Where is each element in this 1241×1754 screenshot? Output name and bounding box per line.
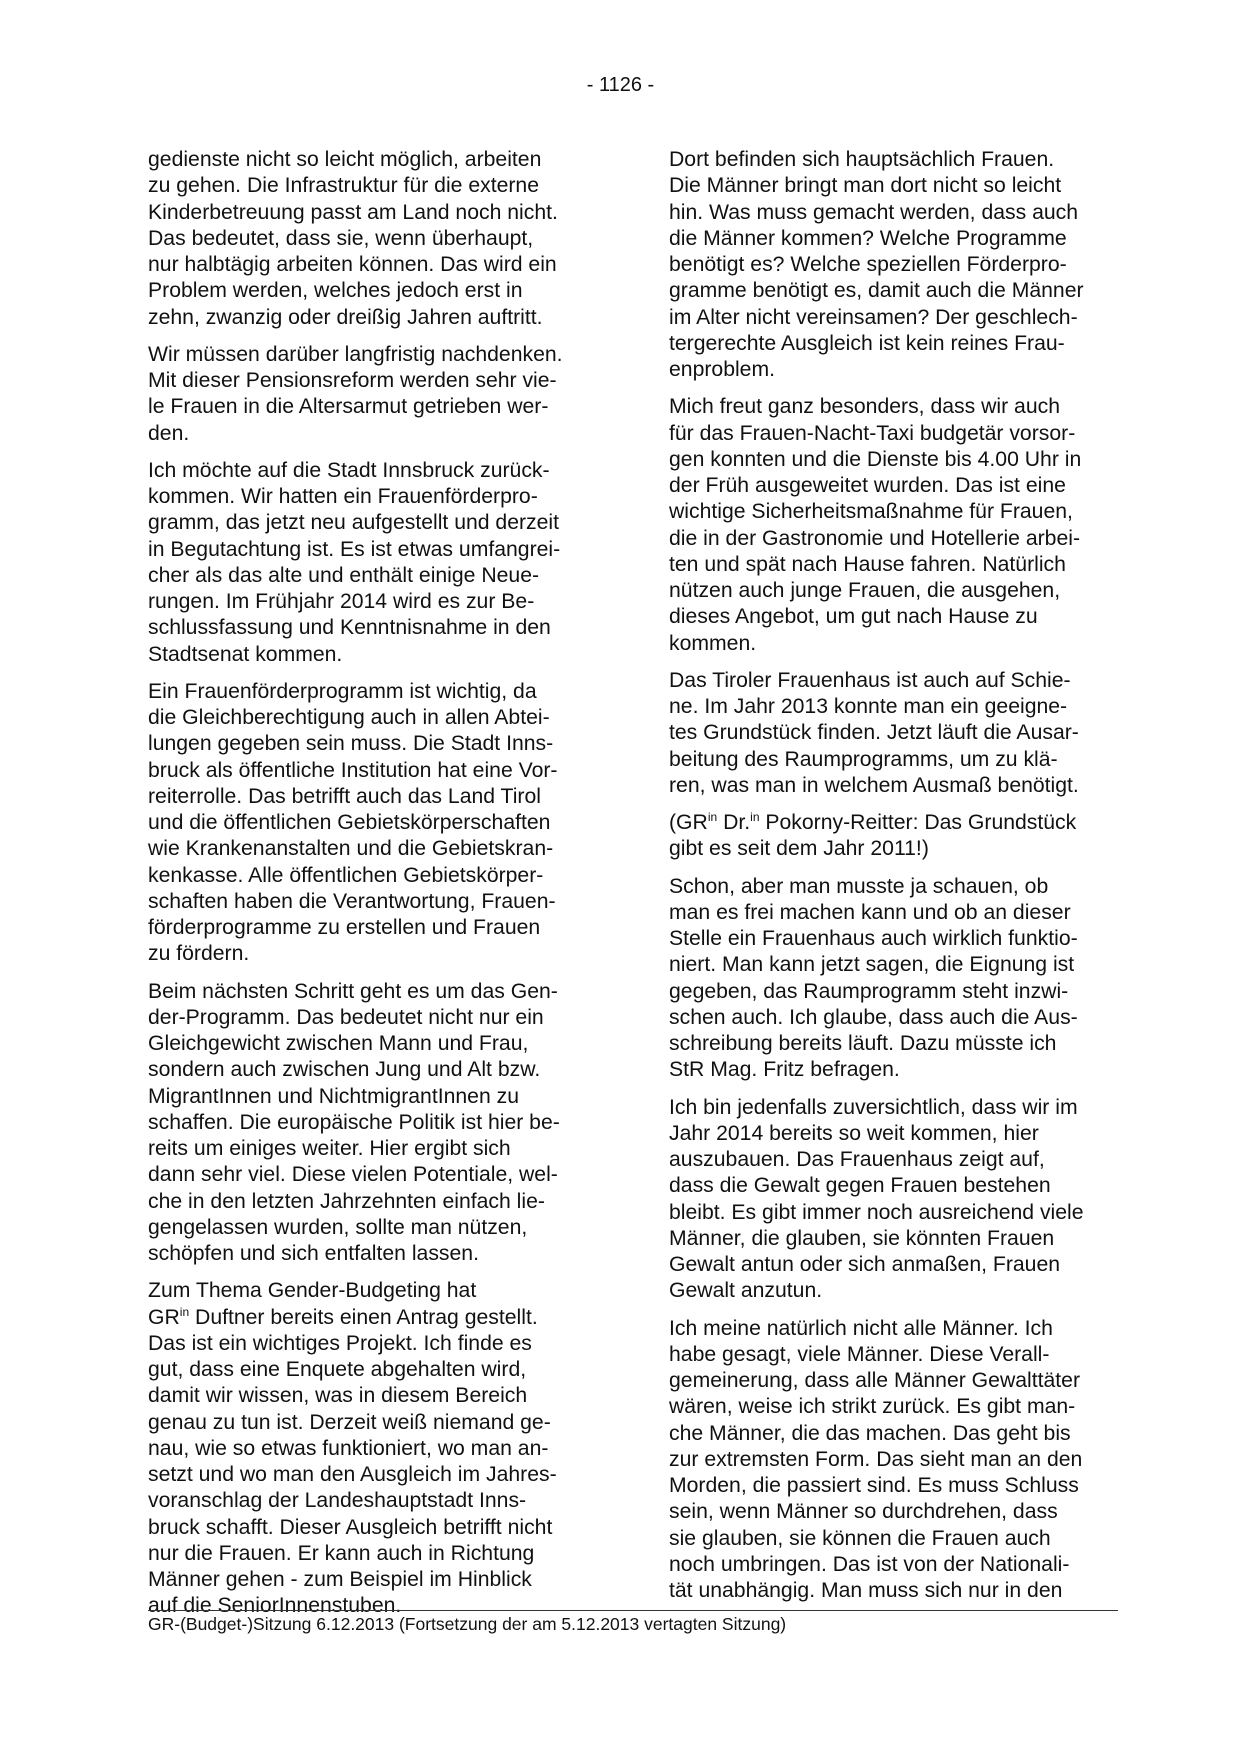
text-line: bruck als öffentliche Institution hat eine Vor- xyxy=(148,758,558,782)
text-line: für das Frauen-Nacht-Taxi budgetär vorsor- xyxy=(669,421,1076,445)
text-line: noch umbringen. Das ist von der Nationali- xyxy=(669,1552,1070,1576)
text-line: nützen auch junge Frauen, die ausgehen, xyxy=(669,579,1061,602)
text-line: sein, wenn Männer so durchdrehen, dass xyxy=(669,1500,1058,1524)
text-line: schöpfen und sich entfalten lassen. xyxy=(148,1242,479,1265)
text-line: benötigt es? Welche speziellen Förderpro- xyxy=(669,253,1067,276)
text-line: che Männer, die das machen. Das geht bis xyxy=(669,1421,1071,1445)
text-line: Jahr 2014 bereits so weit kommen, hier xyxy=(669,1121,1039,1145)
text-line: reiterrolle. Das betrifft auch das Land Tirol xyxy=(148,784,541,808)
text-line: gibt es seit dem Jahr 2011!) xyxy=(669,837,929,861)
text-line: Ich meine natürlich nicht alle Männer. Ich xyxy=(669,1316,1053,1340)
text-line: dass die Gewalt gegen Frauen bestehen xyxy=(669,1174,1051,1198)
text-line: schlussfassung und Kenntnisnahme in den xyxy=(148,616,551,640)
text-line: sie glauben, sie können die Frauen auch xyxy=(669,1526,1051,1550)
text-line: ren, was man in welchem Ausmaß benötigt. xyxy=(669,773,1079,797)
paragraph xyxy=(148,458,596,668)
text-line: damit wir wissen, was in diesem Bereich xyxy=(148,1384,528,1408)
text-line: Die Männer bringt man dort nicht so leicht xyxy=(669,174,1062,198)
text-line: reits um einiges weiter. Hier ergibt sich xyxy=(148,1137,511,1160)
text-line: Männer, die glauben, sie könnten Frauen xyxy=(669,1226,1055,1250)
text-line: den. xyxy=(148,421,190,445)
text-line: schaften haben die Verantwortung, Frauen- xyxy=(148,889,556,913)
text-line: tes Grundstück finden. Jetzt läuft die Ausar- xyxy=(669,721,1079,745)
text-line: Stelle ein Frauenhaus auch wirklich funktio- xyxy=(669,927,1078,950)
text-line: dieses Angebot, um gut nach Hause zu xyxy=(669,605,1038,629)
text-line: die Männer kommen? Welche Programme xyxy=(669,226,1067,250)
text-line: setzt und wo man den Ausgleich im Jahres- xyxy=(148,1463,557,1486)
text-line: förderprogramme zu erstellen und Frauen xyxy=(148,916,541,939)
text-line: Ein Frauenförderprogramm ist wichtig, da xyxy=(148,679,537,703)
text-line: die Gleichberechtigung auch in allen Abtei- xyxy=(148,706,550,729)
paragraph xyxy=(669,1095,1117,1305)
text-line: die in der Gastronomie und Hotellerie arbei- xyxy=(669,526,1081,550)
paragraph xyxy=(669,394,1117,657)
paragraph xyxy=(148,679,596,968)
text-line: lungen gegeben sein muss. Die Stadt Inns- xyxy=(148,732,554,756)
text-line: wichtige Sicherheitsmaßnahme für Frauen, xyxy=(669,500,1073,524)
text-line: im Alter nicht vereinsamen? Der geschlech- xyxy=(669,305,1078,329)
text-line: auszubauen. Das Frauenhaus zeigt auf, xyxy=(669,1148,1045,1171)
left-column xyxy=(148,147,596,1631)
text-line: sondern auch zwischen Jung und Alt bzw. xyxy=(148,1058,541,1082)
text-line: wären, weise ich strikt zurück. Es gibt man- xyxy=(669,1395,1076,1419)
text-line: tät unabhängig. Man muss sich nur in den xyxy=(669,1579,1063,1602)
text-line: zu gehen. Die Infrastruktur für die externe xyxy=(148,174,539,198)
text-line: StR Mag. Fritz befragen. xyxy=(669,1058,900,1082)
text-line: bruck schafft. Dieser Ausgleich betrifft nicht xyxy=(148,1515,553,1539)
text-line: cher als das alte und enthält einige Neue- xyxy=(148,563,540,587)
text-line: Mich freut ganz besonders, dass wir auch xyxy=(669,395,1060,419)
text-line: Stadtsenat kommen. xyxy=(148,642,343,666)
text-line: gramm, das jetzt neu aufgestellt und derzeit xyxy=(148,511,560,535)
text-line: bleibt. Es gibt immer noch ausreichend viele xyxy=(669,1200,1084,1224)
text-line: schaffen. Die europäische Politik ist hier be- xyxy=(148,1110,560,1134)
text-line: in Begutachtung ist. Es ist etwas umfangrei- xyxy=(148,537,561,561)
text-line: ($GR^{in}$ Dr.$^{in}$ Pokorny-Reitter: Das Grundstück xyxy=(669,810,1077,834)
text-line: Ich bin jedenfalls zuversichtlich, dass wir im xyxy=(669,1095,1078,1119)
footer-text: GR-(Budget-)Sitzung 6.12.2013 (Fortsetzung der am 5.12.2013 vertagten Sitzung) xyxy=(148,1614,787,1634)
text-line: MigrantInnen und NichtmigrantInnen zu xyxy=(148,1084,519,1108)
text-line: und die öffentlichen Gebietskörperschaften xyxy=(148,811,551,834)
text-line: voranschlag der Landeshauptstadt Inns- xyxy=(148,1489,527,1513)
superscript: in xyxy=(707,810,718,824)
text-line: auf die SeniorInnenstuben. xyxy=(148,1594,402,1618)
text-line: rungen. Im Frühjahr 2014 wird es zur Be- xyxy=(148,590,535,613)
text-line: $GR^{in}$ Duftner bereits einen Antrag gestellt. xyxy=(148,1304,538,1329)
page-number: - 1126 - xyxy=(586,74,655,96)
text-line: der Früh ausgeweitet wurden. Das ist eine xyxy=(669,474,1066,497)
right-column xyxy=(669,147,1117,1615)
text-line: Wir müssen darüber langfristig nachdenken. xyxy=(148,342,563,366)
text-line: Gewalt anzutun. xyxy=(669,1279,823,1303)
text-line: enproblem. xyxy=(669,358,775,381)
text-line: genau zu tun ist. Derzeit weiß niemand ge- xyxy=(148,1410,551,1434)
text-line: Das Tiroler Frauenhaus ist auch auf Schie- xyxy=(669,668,1071,692)
text-line: Morden, die passiert sind. Es muss Schluss xyxy=(669,1474,1079,1497)
text-line: Gleichgewicht zwischen Mann und Frau, xyxy=(148,1032,529,1055)
text-line: man es frei machen kann und ob an dieser xyxy=(669,900,1071,924)
text-line: zur extremsten Form. Das sieht man an den xyxy=(669,1447,1083,1471)
text-line: Dort befinden sich hauptsächlich Frauen. xyxy=(669,148,1055,171)
text-line: nur die Frauen. Er kann auch in Richtung xyxy=(148,1541,535,1565)
text-line: Ich möchte auf die Stadt Innsbruck zurück- xyxy=(148,458,550,482)
paragraph-gender-budgeting xyxy=(148,1278,596,1619)
text-line: wie Krankenanstalten und die Gebietskran- xyxy=(148,837,554,861)
text-line: kommen. xyxy=(669,631,757,655)
text-line: ten und spät nach Hause fahren. Natürlich xyxy=(669,552,1066,576)
paragraph xyxy=(669,1316,1117,1605)
text-line: Kinderbetreuung passt am Land noch nicht. xyxy=(148,200,558,224)
text-line: ne. Im Jahr 2013 konnte man ein geeigne- xyxy=(669,695,1068,718)
text-line: Männer gehen - zum Beispiel im Hinblick xyxy=(148,1568,532,1591)
text-line: Beim nächsten Schritt geht es um das Gen- xyxy=(148,979,558,1003)
interjection xyxy=(669,810,1117,863)
text-line: gen konnten und die Dienste bis 4.00 Uhr in xyxy=(669,447,1082,471)
text-line: Zum Thema Gender-Budgeting hat xyxy=(148,1279,477,1303)
text-line: niert. Man kann jetzt sagen, die Eignung ist xyxy=(669,953,1075,977)
text-line: nur halbtägig arbeiten können. Das wird ein xyxy=(148,253,557,276)
text-line: che in den letzten Jahrzehnten einfach lie- xyxy=(148,1189,545,1213)
paragraph xyxy=(148,147,596,331)
text-line: tergerechte Ausgleich ist kein reines Frau- xyxy=(669,331,1065,355)
footer-divider xyxy=(148,1610,1118,1611)
superscript: in xyxy=(750,810,760,824)
text-line: der-Programm. Das bedeutet nicht nur ein xyxy=(148,1005,544,1029)
text-line: hin. Was muss gemacht werden, dass auch xyxy=(669,200,1079,224)
text-line: Mit dieser Pensionsreform werden sehr vie- xyxy=(148,369,557,392)
text-line: habe gesagt, viele Männer. Diese Verall- xyxy=(669,1342,1050,1366)
text-line: gedienste nicht so leicht möglich, arbeiten xyxy=(148,148,542,171)
text-line: nau, wie so etwas funktioniert, wo man an- xyxy=(148,1436,549,1460)
text-line: schen auch. Ich glaube, dass auch die Aus- xyxy=(669,1005,1078,1029)
text-line: Schon, aber man musste ja schauen, ob xyxy=(669,874,1049,898)
text-line: kenkasse. Alle öffentlichen Gebietskörper- xyxy=(148,863,544,887)
paragraph xyxy=(669,147,1117,383)
text-line: le Frauen in die Altersarmut getrieben wer- xyxy=(148,395,549,419)
text-line: kommen. Wir hatten ein Frauenförderpro- xyxy=(148,485,538,508)
text-line: schreibung bereits läuft. Dazu müsste ich xyxy=(669,1032,1057,1055)
text-line: dann sehr viel. Diese vielen Potentiale, wel- xyxy=(148,1163,558,1187)
text-line: Gewalt antun oder sich anmaßen, Frauen xyxy=(669,1253,1061,1276)
paragraph xyxy=(669,668,1117,799)
text-line: Problem werden, welches jedoch erst in xyxy=(148,279,523,303)
text-line: zehn, zwanzig oder dreißig Jahren auftritt. xyxy=(148,305,543,329)
text-line: gut, dass eine Enquete abgehalten wird, xyxy=(148,1358,527,1381)
paragraph xyxy=(669,874,1117,1084)
text-line: gengelassen wurden, sollte man nützen, xyxy=(148,1215,528,1239)
paragraph xyxy=(148,979,596,1268)
text-line: gemeinerung, dass alle Männer Gewalttäter xyxy=(669,1369,1081,1392)
text-line: Das bedeutet, dass sie, wenn überhaupt, xyxy=(148,226,534,250)
paragraph xyxy=(148,342,596,447)
text-line: beitung des Raumprogramms, um zu klä- xyxy=(669,747,1058,771)
text-line: zu fördern. xyxy=(148,942,250,966)
superscript: in xyxy=(179,1304,190,1319)
text-line: gegeben, das Raumprogramm steht inzwi- xyxy=(669,979,1069,1003)
text-line: gramme benötigt es, damit auch die Männer xyxy=(669,279,1084,303)
text-line: Das ist ein wichtiges Projekt. Ich finde es xyxy=(148,1331,532,1355)
